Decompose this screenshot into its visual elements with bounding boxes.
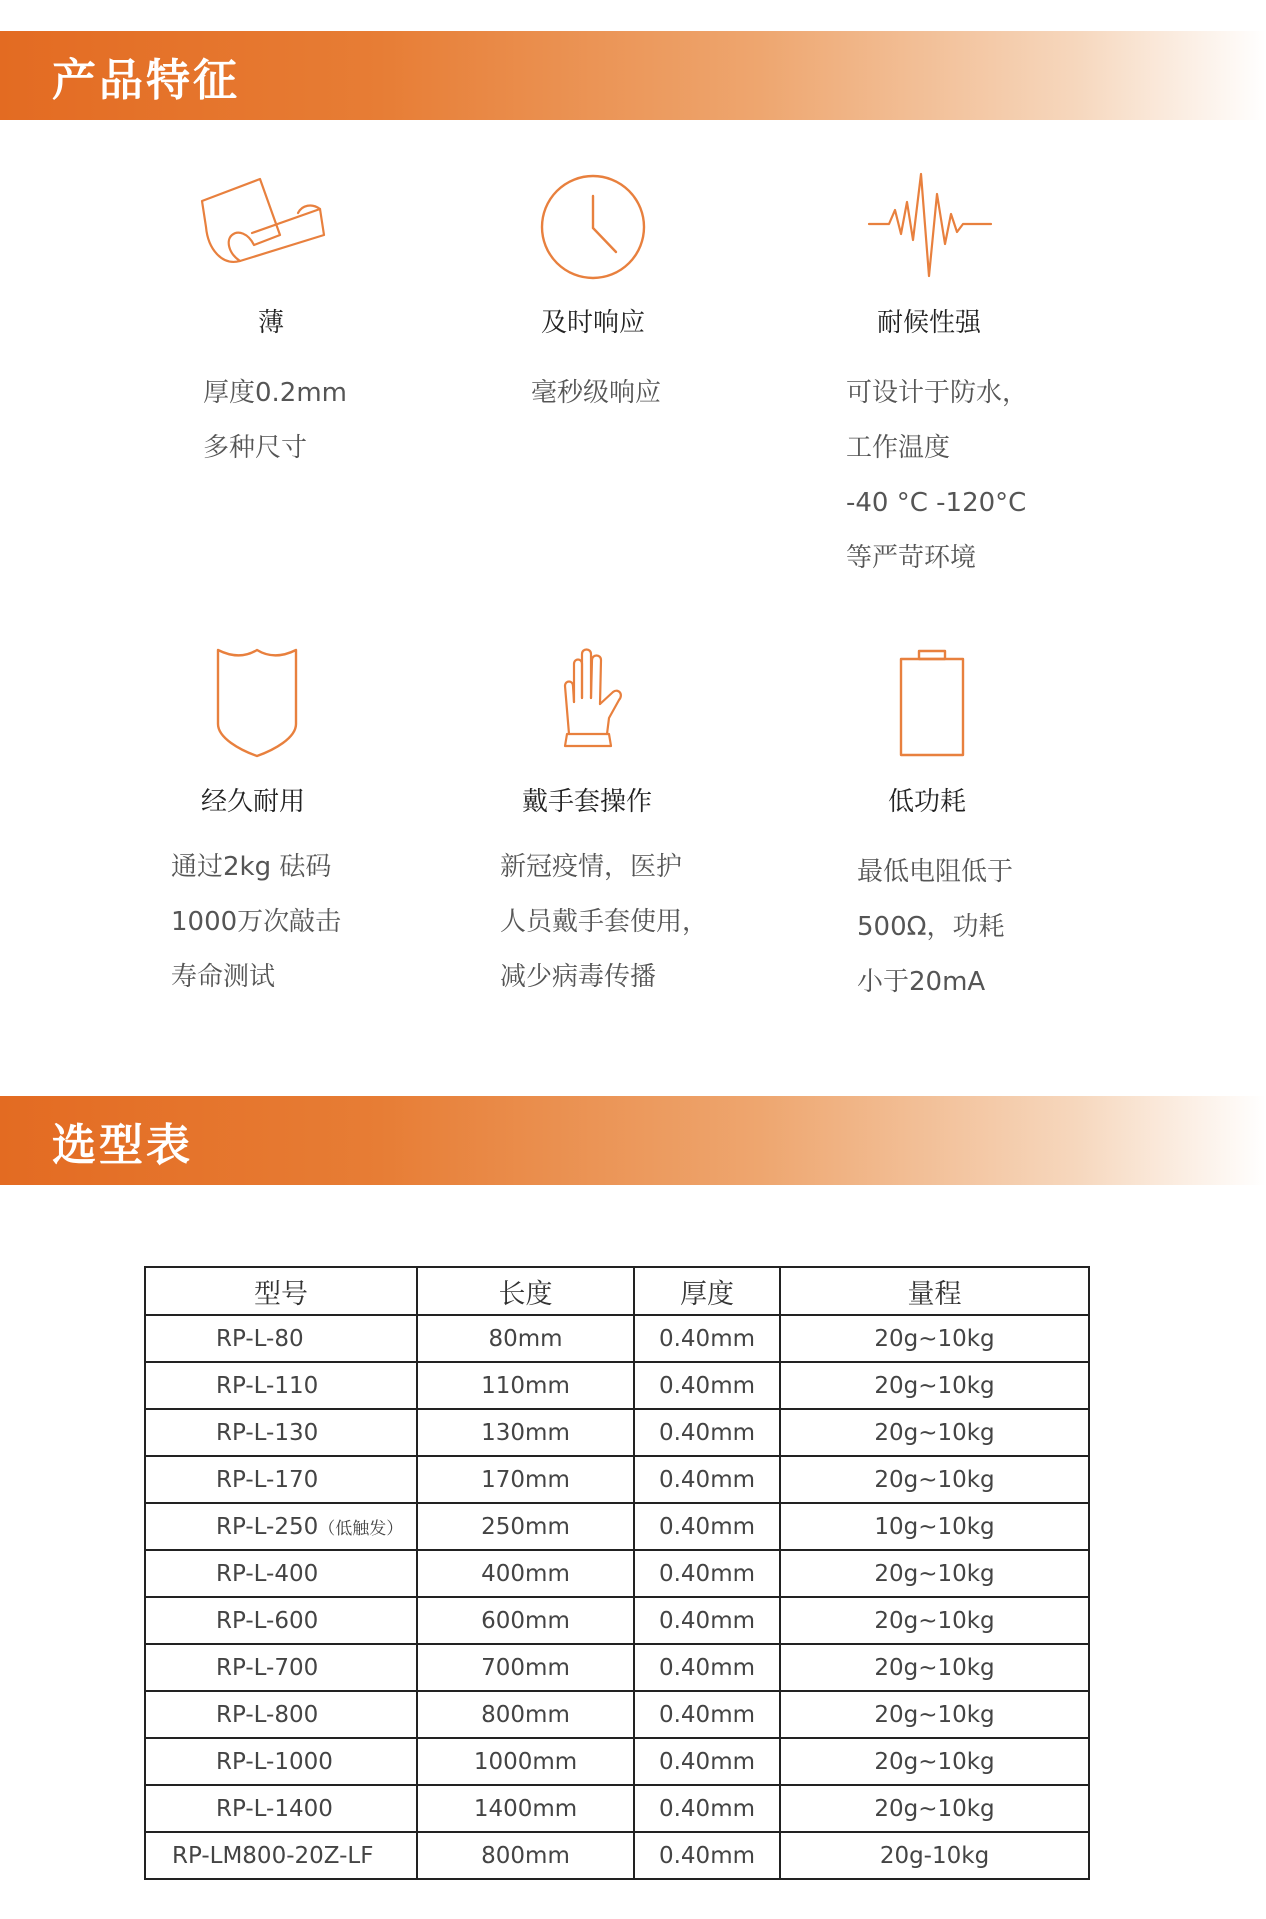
cell-thickness: 0.40mm [634, 1691, 780, 1738]
cell-thickness: 0.40mm [634, 1456, 780, 1503]
table-row [145, 1503, 1089, 1550]
feature-desc [857, 845, 1013, 1010]
selection-section-title: 选型表 [52, 1119, 193, 1171]
cell-range: 20g~10kg [780, 1409, 1089, 1456]
cell-length: 700mm [417, 1644, 634, 1691]
table-row [145, 1738, 1089, 1785]
table-row [145, 1315, 1089, 1362]
table-row [145, 1785, 1089, 1832]
cell-model [145, 1832, 417, 1879]
cell-model [145, 1503, 417, 1550]
cell-model [145, 1409, 417, 1456]
cell-range: 20g~10kg [780, 1456, 1089, 1503]
cell-model [145, 1597, 417, 1644]
feature-desc-line: 减少病毒传播 [500, 962, 657, 992]
cell-range: 20g~10kg [780, 1315, 1089, 1362]
cell-model [145, 1315, 417, 1362]
cell-model [145, 1644, 417, 1691]
model-text: RP-L-600 [216, 1607, 319, 1634]
feature-title: 戴手套操作 [522, 787, 653, 817]
feature-desc-line: -40 °C -120°C [846, 488, 1027, 518]
feature-desc [531, 366, 661, 421]
cell-length: 800mm [417, 1832, 634, 1879]
feature-title: 耐候性强 [877, 308, 982, 338]
table-row [145, 1691, 1089, 1738]
cell-model [145, 1785, 417, 1832]
feature-desc-line: 多种尺寸 [203, 433, 308, 463]
cell-range: 20g~10kg [780, 1550, 1089, 1597]
cell-length: 130mm [417, 1409, 634, 1456]
model-text: RP-L-130 [216, 1419, 319, 1446]
waveform-icon [865, 172, 995, 282]
feature-desc-line: 厚度0.2mm [203, 378, 348, 408]
cell-thickness: 0.40mm [634, 1550, 780, 1597]
feature-desc-line: 新冠疫情，医护 [500, 852, 683, 882]
feature-desc-line: 可设计于防水， [846, 378, 1029, 408]
model-text: RP-L-80 [216, 1325, 304, 1352]
cell-range: 20g-10kg [780, 1832, 1089, 1879]
cell-length: 600mm [417, 1597, 634, 1644]
cell-thickness: 0.40mm [634, 1738, 780, 1785]
model-text: RP-L-170 [216, 1466, 319, 1493]
header-length: 长度 [417, 1267, 634, 1315]
cell-model [145, 1691, 417, 1738]
header-thickness: 厚度 [634, 1267, 780, 1315]
features-section-title: 产品特征 [52, 54, 240, 106]
film-sheet-icon [196, 173, 331, 283]
feature-desc-line: 人员戴手套使用， [500, 907, 709, 937]
feature-desc-line: 1000万次敲击 [171, 907, 342, 937]
feature-desc [203, 366, 347, 476]
model-text: RP-L-250 [216, 1513, 319, 1540]
feature-desc-line: 小于20mA [857, 967, 986, 997]
cell-range: 20g~10kg [780, 1785, 1089, 1832]
glove-icon [555, 646, 629, 758]
cell-range: 20g~10kg [780, 1597, 1089, 1644]
cell-length: 80mm [417, 1315, 634, 1362]
model-text: RP-L-400 [216, 1560, 319, 1587]
header-model: 型号 [145, 1267, 417, 1315]
battery-icon [897, 648, 967, 758]
table-row [145, 1832, 1089, 1879]
feature-desc-line: 最低电阻低于 [857, 857, 1014, 887]
cell-thickness: 0.40mm [634, 1362, 780, 1409]
cell-thickness: 0.40mm [634, 1785, 780, 1832]
cell-thickness: 0.40mm [634, 1503, 780, 1550]
model-text: RP-LM800-20Z-LF [172, 1842, 374, 1869]
cell-length: 1000mm [417, 1738, 634, 1785]
table-row [145, 1409, 1089, 1456]
cell-range: 10g~10kg [780, 1503, 1089, 1550]
cell-thickness: 0.40mm [634, 1409, 780, 1456]
cell-model [145, 1362, 417, 1409]
feature-desc-line: 通过2kg 砝码 [171, 852, 332, 882]
spec-table [144, 1266, 1090, 1880]
cell-model [145, 1738, 417, 1785]
cell-range: 20g~10kg [780, 1738, 1089, 1785]
table-row [145, 1362, 1089, 1409]
feature-desc-line: 寿命测试 [171, 962, 276, 992]
header-range: 量程 [780, 1267, 1089, 1315]
model-text: RP-L-800 [216, 1701, 319, 1728]
cell-length: 110mm [417, 1362, 634, 1409]
cell-range: 20g~10kg [780, 1691, 1089, 1738]
cell-length: 400mm [417, 1550, 634, 1597]
cell-model [145, 1456, 417, 1503]
shield-icon [214, 646, 300, 758]
feature-desc-line: 毫秒级响应 [531, 378, 662, 408]
feature-title: 及时响应 [541, 308, 646, 338]
cell-thickness: 0.40mm [634, 1315, 780, 1362]
table-row [145, 1550, 1089, 1597]
feature-desc [500, 840, 708, 1005]
cell-length: 1400mm [417, 1785, 634, 1832]
table-row [145, 1456, 1089, 1503]
cell-thickness: 0.40mm [634, 1597, 780, 1644]
table-body [145, 1315, 1089, 1879]
feature-desc-line: 500Ω，功耗 [857, 912, 1005, 942]
cell-range: 20g~10kg [780, 1362, 1089, 1409]
features-banner [0, 31, 1266, 120]
cell-model [145, 1550, 417, 1597]
cell-length: 170mm [417, 1456, 634, 1503]
cell-length: 800mm [417, 1691, 634, 1738]
table-header-row [145, 1267, 1089, 1315]
table-row [145, 1597, 1089, 1644]
model-text: RP-L-110 [216, 1372, 319, 1399]
feature-title: 低功耗 [888, 787, 967, 817]
cell-range: 20g~10kg [780, 1644, 1089, 1691]
model-text: RP-L-1000 [216, 1748, 333, 1775]
feature-title: 薄 [258, 308, 285, 338]
feature-title: 经久耐用 [201, 787, 306, 817]
feature-desc-line: 等严苛环境 [846, 543, 977, 573]
feature-desc [846, 366, 1028, 586]
cell-thickness: 0.40mm [634, 1644, 780, 1691]
table-row [145, 1644, 1089, 1691]
cell-length: 250mm [417, 1503, 634, 1550]
clock-icon [538, 172, 648, 282]
model-text: RP-L-1400 [216, 1795, 333, 1822]
feature-desc [171, 840, 341, 1005]
selection-banner [0, 1096, 1266, 1185]
model-note: （低触发） [318, 1518, 404, 1539]
feature-desc-line: 工作温度 [846, 433, 951, 463]
model-text: RP-L-700 [216, 1654, 319, 1681]
cell-thickness: 0.40mm [634, 1832, 780, 1879]
